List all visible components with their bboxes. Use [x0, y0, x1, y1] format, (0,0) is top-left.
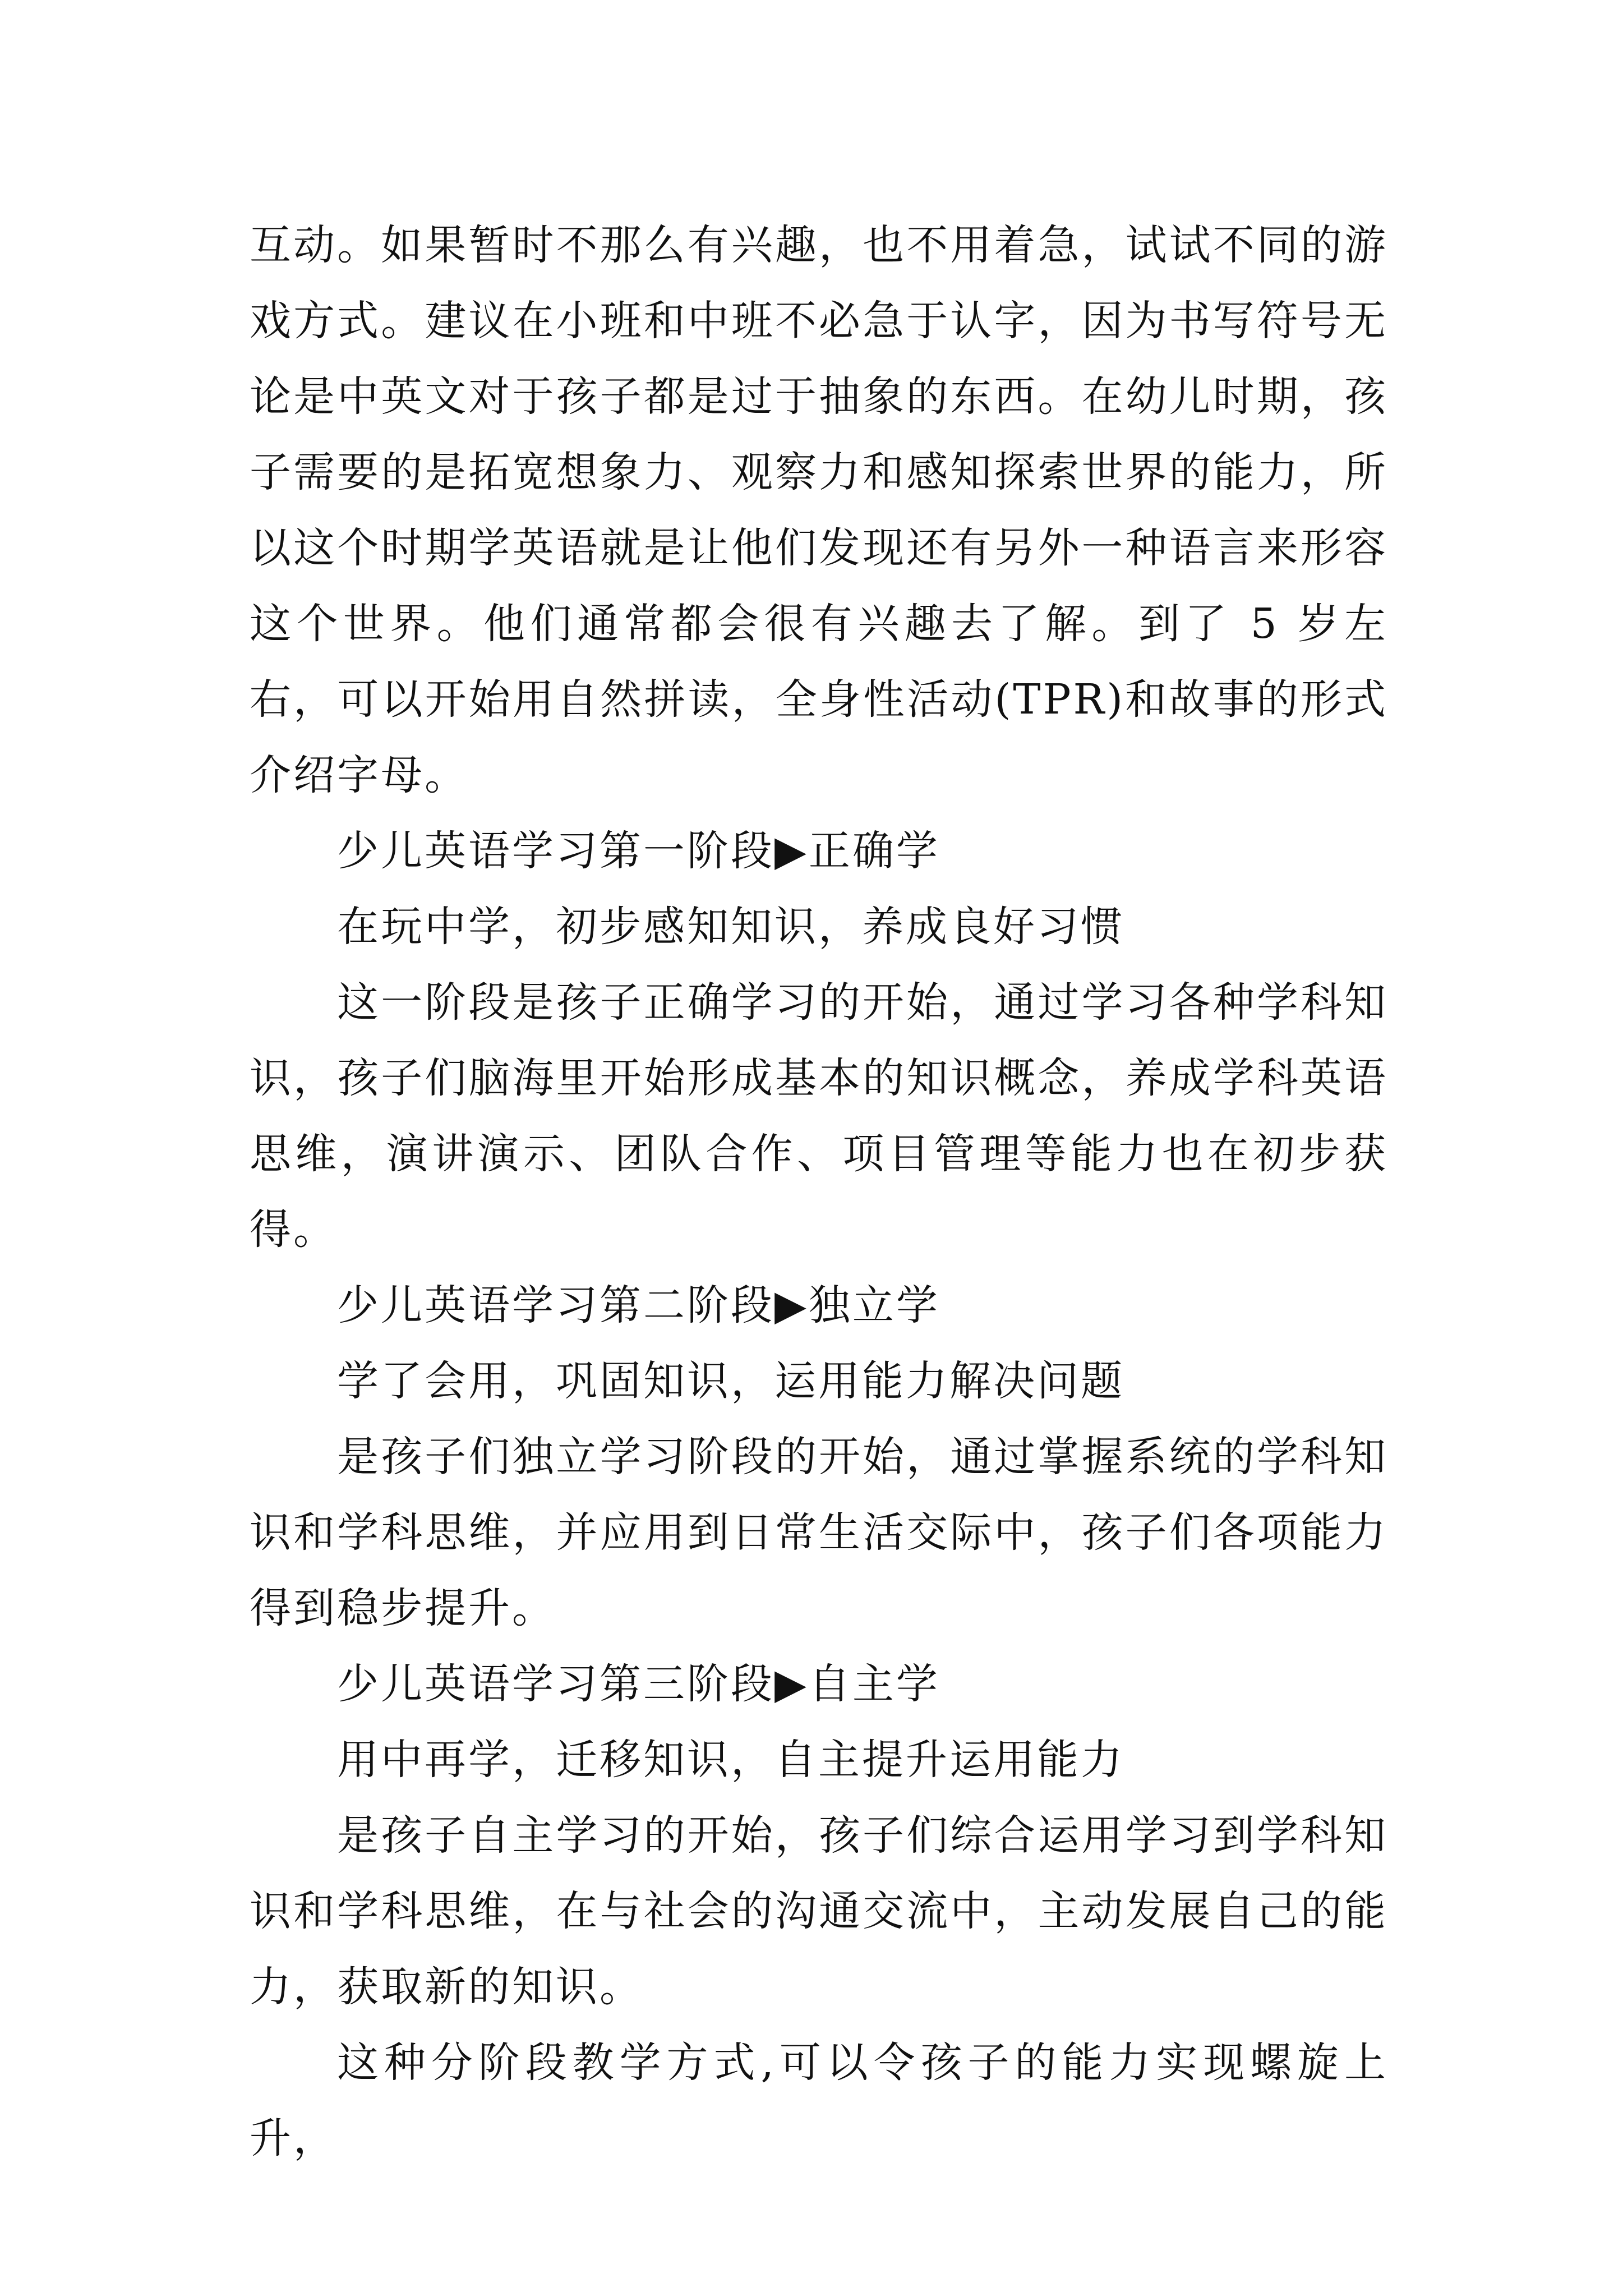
- paragraph-continuation: 互动。如果暂时不那么有兴趣，也不用着急，试试不同的游戏方式。建议在小班和中班不必急于认字，因为书写符号无论是中英文对于孩子都是过于抽象的东西。在幼儿时期，孩子需要的是拓宽想象力、观察力和感知探索世界的能力，所以这个时期学英语就是让他们发现还有另外一种语言来形容这个世界。他们通常都会很有兴趣去了解。到了 5 岁左右，可以开始用自然拼读，全身性活动(TPR)和故事的形式介绍字母。: [250, 221, 1388, 799]
- stage-one-heading: 少儿英语学习第一阶段▶正确学: [337, 827, 940, 875]
- stage-one-subtitle: 在玩中学，初步感知知识，养成良好习惯: [337, 903, 1124, 951]
- stage-two-heading: 少儿英语学习第二阶段▶独立学: [337, 1281, 940, 1329]
- closing-paragraph: 这种分阶段教学方式,可以令孩子的能力实现螺旋上升，: [250, 2039, 1388, 2162]
- document-body: [250, 208, 1388, 2177]
- stage-three-heading: 少儿英语学习第三阶段▶自主学: [337, 1660, 940, 1708]
- stage-three-subtitle: 用中再学，迁移知识，自主提升运用能力: [337, 1736, 1124, 1784]
- stage-two-description: 是孩子们独立学习阶段的开始，通过掌握系统的学科知识和学科思维，并应用到日常生活交际中，孩子们各项能力得到稳步提升。: [250, 1433, 1388, 1632]
- stage-one-description: 这一阶段是孩子正确学习的开始，通过学习各种学科知识，孩子们脑海里开始形成基本的知识概念，养成学科英语思维，演讲演示、团队合作、项目管理等能力也在初步获得。: [250, 978, 1388, 1254]
- stage-three-description: 是孩子自主学习的开始，孩子们综合运用学习到学科知识和学科思维，在与社会的沟通交流中，主动发展自己的能力，获取新的知识。: [250, 1811, 1388, 2011]
- stage-two-subtitle: 学了会用，巩固知识，运用能力解决问题: [337, 1357, 1124, 1405]
